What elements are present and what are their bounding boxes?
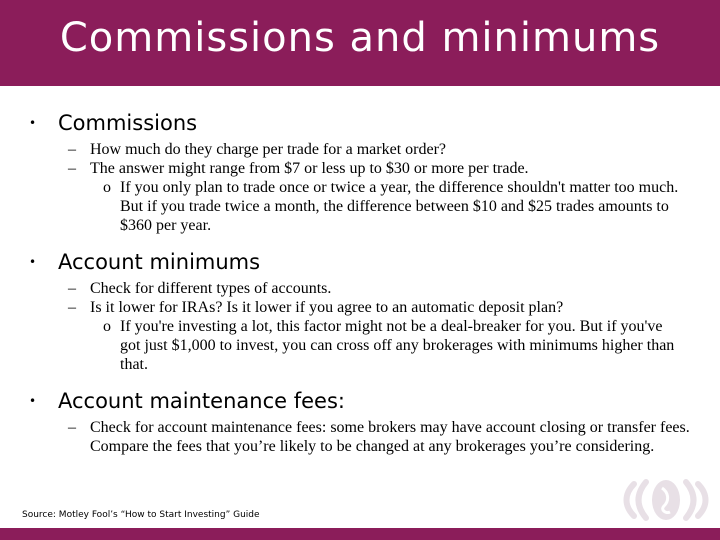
sub-bullet-text: How much do they charge per trade for a market order? — [90, 141, 446, 158]
sub-bullet-text: Check for different types of accounts. — [90, 280, 332, 297]
section-commissions — [0, 106, 720, 235]
bullet-icon: • — [29, 116, 37, 130]
sub-bullet — [0, 140, 720, 159]
sub-sub-bullet-text: If you only plan to trade once or twice a year, the difference shouldn't matter too much. But if you trade twice a month, the difference between $10 and $25 trades amounts to $360 per year. — [120, 179, 679, 234]
bullet-icon: • — [29, 255, 37, 269]
sub-sub-bullet-text: If you're investing a lot, this factor might not be a deal-breaker for you. But if you've got just $1,000 to invest, you can cross off any brokerages with minimums higher than that. — [120, 318, 675, 373]
dash-icon: – — [68, 419, 76, 436]
sub-bullet-text: The answer might range from $7 or less up to $30 or more per trade. — [90, 160, 529, 177]
sub-sub-bullet — [0, 317, 720, 374]
heading-text: Commissions — [58, 111, 198, 135]
bullet-icon: • — [29, 394, 37, 408]
circle-bullet-icon: o — [103, 318, 111, 335]
section-account-minimums — [0, 245, 720, 374]
dash-icon: – — [68, 280, 76, 297]
bullet-heading — [0, 384, 720, 418]
dash-icon: – — [68, 160, 76, 177]
footer-bar — [0, 528, 720, 540]
bullet-heading — [0, 245, 720, 279]
source-citation: Source: Motley Fool’s “How to Start Investing” Guide — [22, 510, 260, 520]
heading-text: Account minimums — [58, 250, 261, 274]
sub-bullet-text: Check for account maintenance fees: some brokers may have account closing or transfer fees. Compare the fees that you’re likely to be changed at any brokerages you’re considering. — [90, 419, 690, 455]
sub-sub-bullet — [0, 178, 720, 235]
sub-bullet — [0, 298, 720, 317]
slide-title: Commissions and minimums — [59, 15, 661, 61]
dash-icon: – — [68, 299, 76, 316]
sub-bullet — [0, 418, 720, 456]
sub-bullet-text: Is it lower for IRAs? Is it lower if you agree to an automatic deposit plan? — [90, 299, 564, 316]
circle-bullet-icon: o — [103, 179, 111, 196]
brand-logo-icon — [620, 476, 712, 524]
slide-body — [0, 96, 720, 456]
dash-icon: – — [68, 141, 76, 158]
heading-text: Account maintenance fees: — [58, 389, 345, 413]
sub-bullet — [0, 159, 720, 178]
bullet-heading — [0, 106, 720, 140]
title-bar — [0, 0, 720, 86]
sub-bullet — [0, 279, 720, 298]
section-maintenance-fees — [0, 384, 720, 456]
